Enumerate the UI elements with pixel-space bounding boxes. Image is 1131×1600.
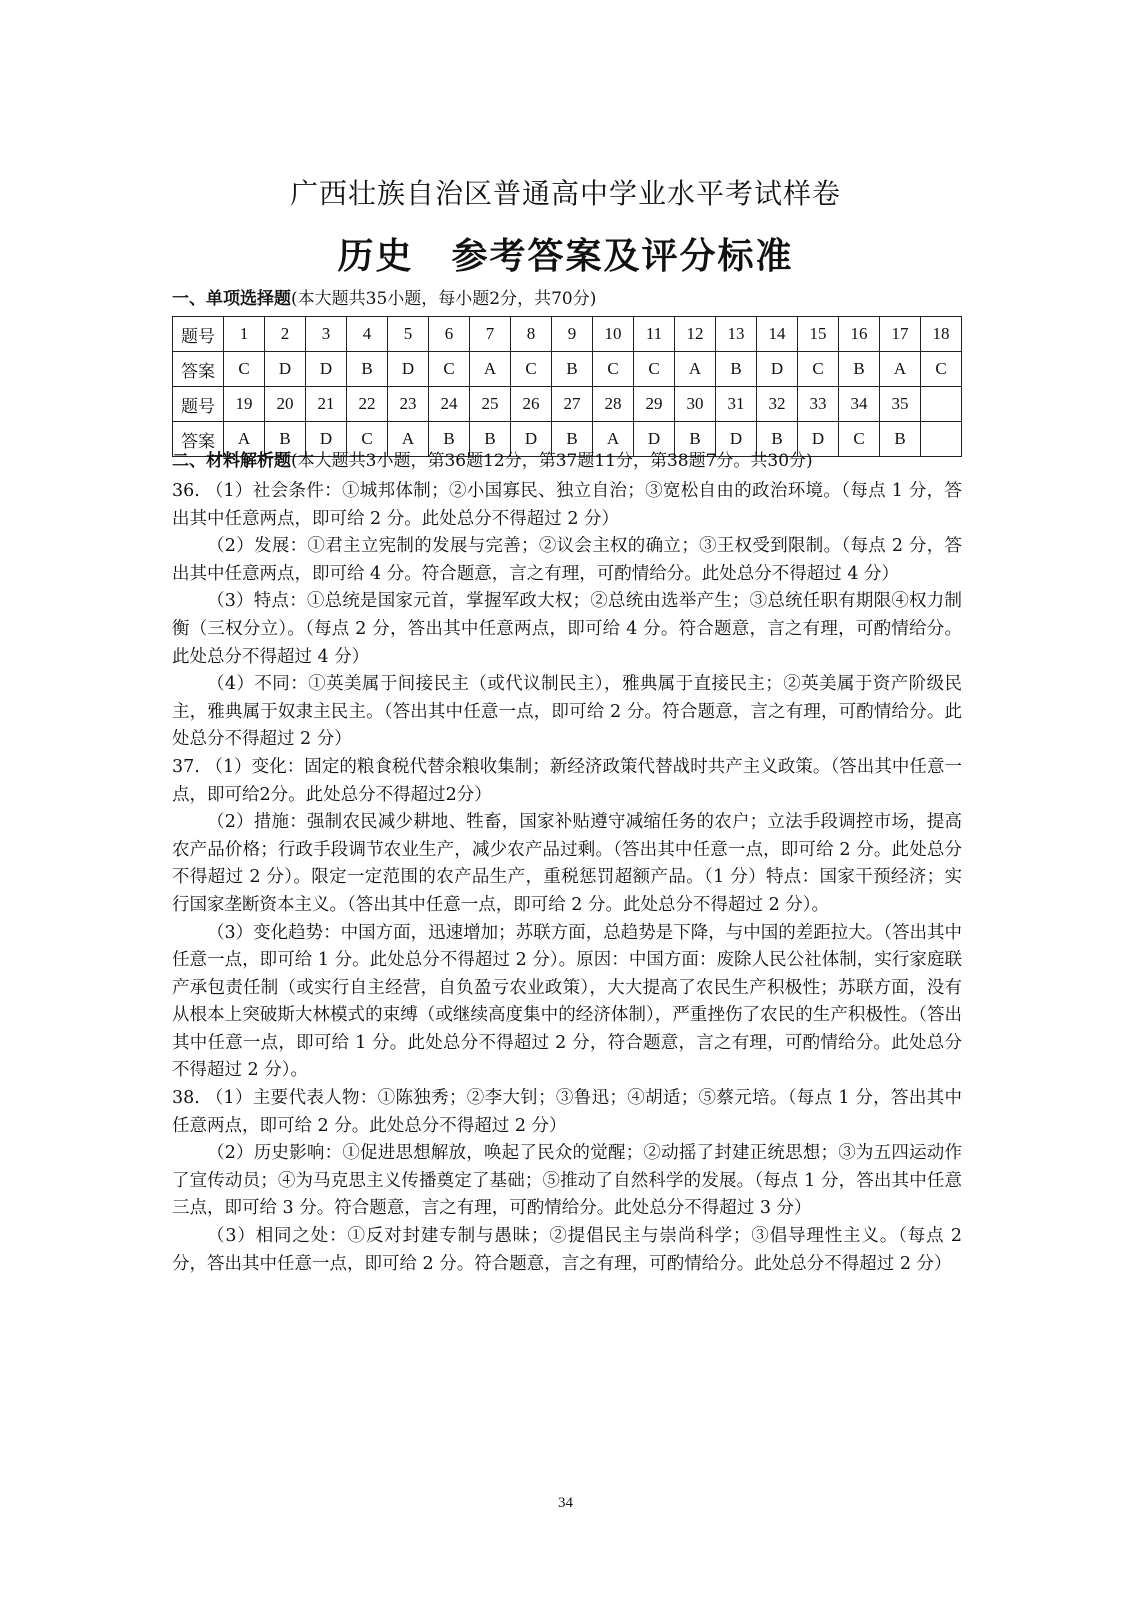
answer-letter-cell: C [921, 352, 962, 387]
answer-letter-cell: C [839, 422, 880, 457]
question-number-cell: 28 [593, 387, 634, 422]
answer-row [173, 352, 962, 387]
question-number-cell: 16 [839, 317, 880, 352]
answer-letter-cell: C [593, 352, 634, 387]
answer-paragraph: （4）不同：①英美属于间接民主（或代议制民主），雅典属于直接民主；②英美属于资产阶级民主，雅典属于奴隶主民主。（答出其中任意一点，即可给 2 分。符合题意，言之有理，可酌情给分。此处总分不得超过 2 分） [172, 674, 962, 750]
answer-letter-cell: A [593, 422, 634, 457]
question-number-cell: 17 [880, 317, 921, 352]
answer-letter-cell: B [470, 422, 511, 457]
answer-letter-cell: D [511, 422, 552, 457]
question-number-cell: 26 [511, 387, 552, 422]
answer-letter-cell: B [839, 352, 880, 387]
answer-letter-cell: D [306, 422, 347, 457]
answer-letter-cell: C [798, 352, 839, 387]
question-number-cell: 8 [511, 317, 552, 352]
question-number-cell [921, 387, 962, 422]
section-title: 一、单项选择题 [172, 289, 291, 309]
answer-letter-cell: D [306, 352, 347, 387]
question-number-cell: 5 [388, 317, 429, 352]
question-number-cell: 35 [880, 387, 921, 422]
question-number-cell: 7 [470, 317, 511, 352]
question-number-cell: 11 [634, 317, 675, 352]
question-number-cell: 25 [470, 387, 511, 422]
question-row [173, 317, 962, 352]
answer-letter-cell: B [757, 422, 798, 457]
answer-letter-cell: C [224, 352, 265, 387]
question-number-cell: 2 [265, 317, 306, 352]
question-number-cell: 24 [429, 387, 470, 422]
question-number-cell: 27 [552, 387, 593, 422]
answer-paragraph: （3）变化趋势：中国方面，迅速增加；苏联方面，总趋势是下降，与中国的差距拉大。（答出其中任意一点，即可给 1 分。此处总分不得超过 2 分）。原因：中国方面：废除人民公社体制，实行家庭联产承包责任制（或实行自主经营，自负盈亏农业政策），大大提高了农民生产积极性；苏联方面，没有从根本上突破斯大林模式的束缚（或继续高度集中的经济体制），严重挫伤了农民的生产积极性。（答出其中任意一点，即可给 1 分。此处总分不得超过 2 分，符合题意，言之有理，可酌情给分。此处总分不得超过 2 分）。 [172, 922, 962, 1081]
question-row [173, 387, 962, 422]
question-number-cell: 23 [388, 387, 429, 422]
question-number-cell: 22 [347, 387, 388, 422]
question-number-cell: 20 [265, 387, 306, 422]
section-note: (本大题共35小题，每小题2分，共70分) [291, 289, 597, 309]
answer-letter-cell: D [798, 422, 839, 457]
document-subtitle: 历史 参考答案及评分标准 [337, 236, 794, 277]
answer-letter-cell: B [265, 422, 306, 457]
answer-letter-cell: B [716, 352, 757, 387]
question-number-cell: 31 [716, 387, 757, 422]
question-number-cell: 19 [224, 387, 265, 422]
answer-letter-cell: D [716, 422, 757, 457]
answer-letter-cell: A [224, 422, 265, 457]
answer-letter-cell: D [634, 422, 675, 457]
answer-letter-cell: D [265, 352, 306, 387]
row-header: 题号 [173, 317, 224, 352]
question-number-cell: 1 [224, 317, 265, 352]
section-heading-choice [172, 284, 596, 309]
answer-letter-cell: C [634, 352, 675, 387]
answer-letter-cell: D [388, 352, 429, 387]
answer-letter-cell: D [757, 352, 798, 387]
answer-letter-cell: B [552, 422, 593, 457]
answer-letter-cell: A [388, 422, 429, 457]
question-number-cell: 29 [634, 387, 675, 422]
question-number-cell: 18 [921, 317, 962, 352]
row-header: 题号 [173, 387, 224, 422]
answer-letter-cell: B [552, 352, 593, 387]
section-note: (本大题共3小题，第36题12分，第37题11分，第38题7分。共30分) [291, 451, 813, 471]
question-number-cell: 14 [757, 317, 798, 352]
question-number-cell: 13 [716, 317, 757, 352]
answer-paragraph: （2）历史影响：①促进思想解放，唤起了民众的觉醒；②动摇了封建正统思想；③为五四运动作了宣传动员；④为马克思主义传播奠定了基础；⑤推动了自然科学的发展。（每点 1 分，答出其中任意三点，即可给 3 分。符合题意，言之有理，可酌情给分。此处总分不得超过 3 分） [172, 1143, 962, 1219]
answer-paragraph: 37. （1）变化：固定的粮食税代替余粮收集制；新经济政策代替战时共产主义政策。（答出其中任意一点，即可给2分。此处总分不得超过2分） [172, 756, 962, 805]
answer-paragraph: （3）相同之处：①反对封建专制与愚昧；②提倡民主与崇尚科学；③倡导理性主义。（每点 2 分，答出其中任意一点，即可给 2 分。符合题意，言之有理，可酌情给分。此处总分不得超过 2 分） [172, 1226, 962, 1274]
answer-paragraph: 36. （1）社会条件：①城邦体制；②小国寡民、独立自治；③宽松自由的政治环境。（每点 1 分，答出其中任意两点，即可给 2 分。此处总分不得超过 2 分） [172, 481, 962, 529]
answer-body [172, 478, 962, 1278]
document-title: 广西壮族自治区普通高中学业水平考试样卷 [289, 177, 841, 210]
answer-letter-cell: B [347, 352, 388, 387]
question-number-cell: 4 [347, 317, 388, 352]
question-number-cell: 15 [798, 317, 839, 352]
section-title: 二、材料解析题 [172, 451, 291, 471]
answer-letter-cell: A [675, 352, 716, 387]
page-number: 34 [558, 1495, 573, 1511]
question-number-cell: 12 [675, 317, 716, 352]
row-header: 答案 [173, 352, 224, 387]
answer-letter-cell: A [880, 352, 921, 387]
row-header: 答案 [173, 422, 224, 457]
answer-table [172, 316, 962, 457]
question-number-cell: 21 [306, 387, 347, 422]
question-number-cell: 33 [798, 387, 839, 422]
answer-paragraph: 38. （1）主要代表人物：①陈独秀；②李大钊；③鲁迅；④胡适；⑤蔡元培。（每点 1 分，答出其中任意两点，即可给 2 分。此处总分不得超过 2 分） [172, 1088, 962, 1136]
answer-letter-cell: C [429, 352, 470, 387]
question-number-cell: 10 [593, 317, 634, 352]
answer-paragraph: （2）措施：强制农民减少耕地、牲畜，国家补贴遵守减缩任务的农户；立法手段调控市场，提高农产品价格；行政手段调节农业生产，减少农产品过剩。（答出其中任意一点，即可给 2 分。此处总分不得超过 2 分）。限定一定范围的农产品生产，重税惩罚超额产品。（1 分）特点：国家干预经济；实行国家垄断资本主义。（答出其中任意一点，即可给 2 分。此处总分不得超过 2 分）。 [172, 812, 962, 915]
question-number-cell: 32 [757, 387, 798, 422]
answer-letter-cell: B [675, 422, 716, 457]
answer-letter-cell: C [511, 352, 552, 387]
question-number-cell: 9 [552, 317, 593, 352]
section-heading-analysis [172, 446, 813, 471]
question-number-cell: 6 [429, 317, 470, 352]
answer-letter-cell: C [347, 422, 388, 457]
answer-letter-cell [921, 422, 962, 457]
answer-letter-cell: B [880, 422, 921, 457]
answer-letter-cell: B [429, 422, 470, 457]
answer-paragraph: （3）特点：①总统是国家元首，掌握军政大权；②总统由选举产生；③总统任职有期限④权力制衡（三权分立）。（每点 2 分，答出其中任意两点，即可给 4 分。符合题意，言之有理，可酌情给分。此处总分不得超过 4 分） [172, 591, 962, 667]
answer-paragraph: （2）发展：①君主立宪制的发展与完善；②议会主权的确立；③王权受到限制。（每点 2 分，答出其中任意两点，即可给 4 分。符合题意，言之有理，可酌情给分。此处总分不得超过 4 分） [172, 536, 962, 584]
question-number-cell: 30 [675, 387, 716, 422]
answer-letter-cell: A [470, 352, 511, 387]
question-number-cell: 3 [306, 317, 347, 352]
question-number-cell: 34 [839, 387, 880, 422]
